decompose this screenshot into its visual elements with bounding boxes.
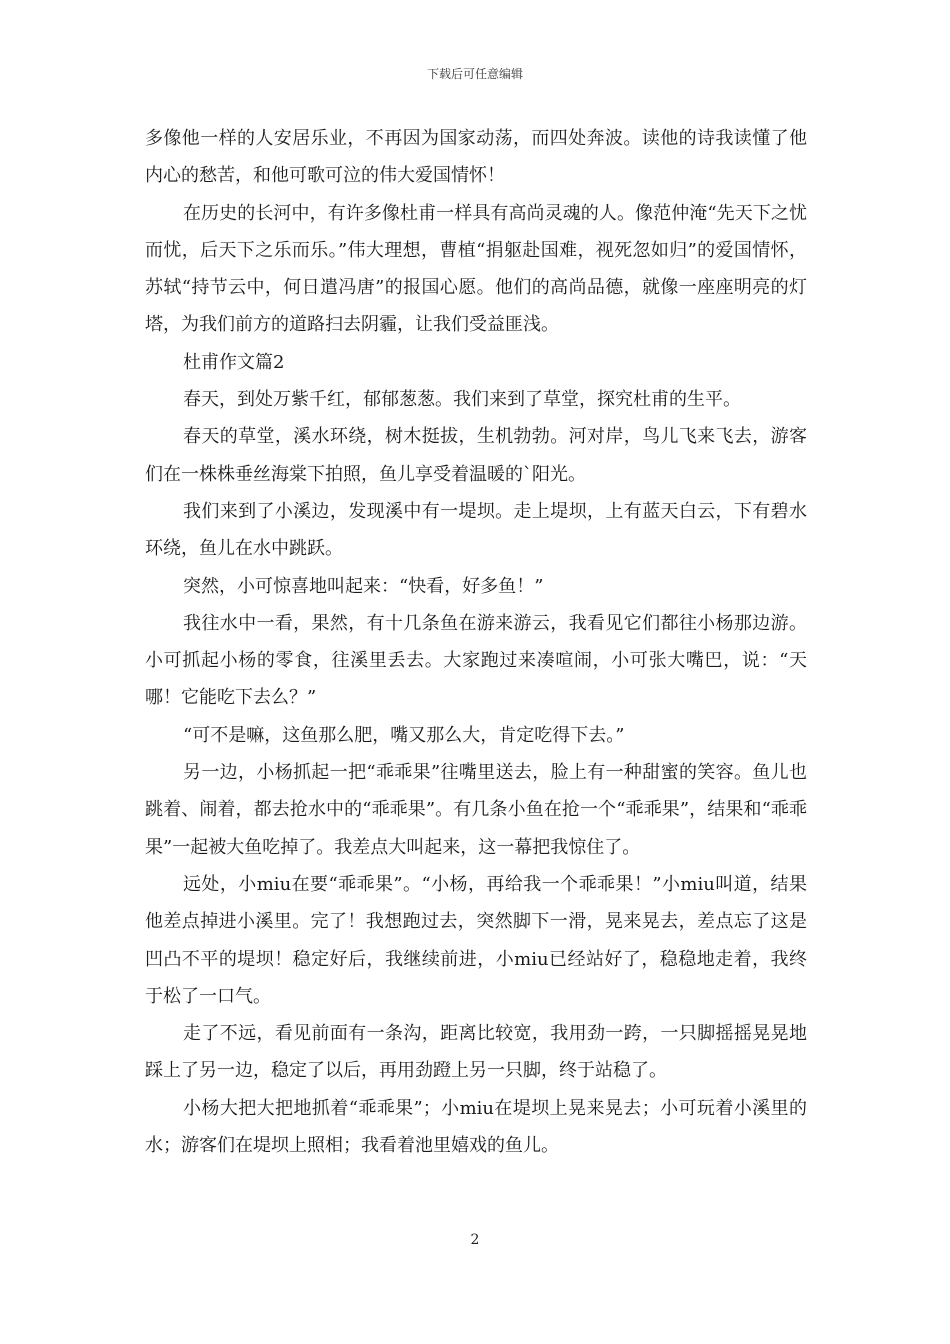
paragraph-7: 我往水中一看，果然，有十几条鱼在游来游云，我看见它们都往小杨那边游。小可抓起小杨的零食，往溪里丢去。大家跑过来凑喧闹，小可张大嘴巴，说：“天哪！它能吃下去么？” — [145, 612, 807, 709]
page-header: 下载后可任意编辑 — [426, 67, 523, 81]
paragraph-9: 另一边，小杨抓起一把“乖乖果”往嘴里送去，脸上有一种甜蜜的笑容。鱼儿也跳着、闹着，都去抢水中的“乖乖果”。有几条小鱼在抢一个“乖乖果”，结果和“乖乖果”一起被大鱼吃掉了。我差点大叫起来，这一幕把我惊住了。 — [145, 762, 807, 858]
paragraph-12: 小杨大把大把地抓着“乖乖果”；小miu在堤坝上晃来晃去；小可玩着小溪里的水；游客们在堤坝上照相；我看着池里嬉戏的鱼儿。 — [145, 1097, 807, 1157]
page-number: 2 — [470, 1232, 480, 1248]
section-title: 杜甫作文篇2 — [183, 351, 285, 373]
paragraph-1: 多像他一样的人安居乐业，不再因为国家动荡，而四处奔波。读他的诗我读懂了他内心的愁苦，和他可歌可泣的伟大爱国情怀！ — [145, 128, 807, 187]
paragraph-8: “可不是嘛，这鱼那么肥，嘴又那么大，肯定吃得下去。” — [183, 724, 625, 746]
paragraph-2: 在历史的长河中，有许多像杜甫一样具有高尚灵魂的人。像范仲淹“先天下之忧而忧，后天下之乐而乐。”伟大理想，曹植“捐躯赴国难，视死忽如归”的爱国情怀，苏轼“持节云中，何日遣冯唐”的报国心愿。他们的高尚品德，就像一座座明亮的灯塔，为我们前方的道路扫去阴霾，让我们受益匪浅。 — [145, 202, 807, 336]
paragraph-11: 走了不远，看见前面有一条沟，距离比较宽，我用劲一跨，一只脚摇摇晃晃地踩上了另一边，稳定了以后，再用劲蹬上另一只脚，终于站稳了。 — [145, 1023, 807, 1082]
paragraph-10: 远处，小miu在要“乖乖果”。“小杨，再给我一个乖乖果！”小miu叫道，结果他差点掉进小溪里。完了！我想跑过去，突然脚下一滑，晃来晃去，差点忘了这是凹凸不平的堤坝！稳定好后，我继续前进，小miu已经站好了，稳稳地走着，我终于松了一口气。 — [145, 873, 807, 1007]
paragraph-3: 春天，到处万紫千红，郁郁葱葱。我们来到了草堂，探究杜甫的生平。 — [183, 389, 741, 411]
document-body — [145, 120, 807, 1164]
paragraph-6: 突然，小可惊喜地叫起来：“快看，好多鱼！” — [183, 575, 544, 597]
paragraph-5: 我们来到了小溪边，发现溪中有一堤坝。走上堤坝，上有蓝天白云，下有碧水环绕，鱼儿在水中跳跃。 — [145, 500, 807, 560]
paragraph-4: 春天的草堂，溪水环绕，树木挺拔，生机勃勃。河对岸，鸟儿飞来飞去，游客们在一株株垂丝海棠下拍照，鱼儿享受着温暖的`阳光。 — [145, 426, 807, 485]
